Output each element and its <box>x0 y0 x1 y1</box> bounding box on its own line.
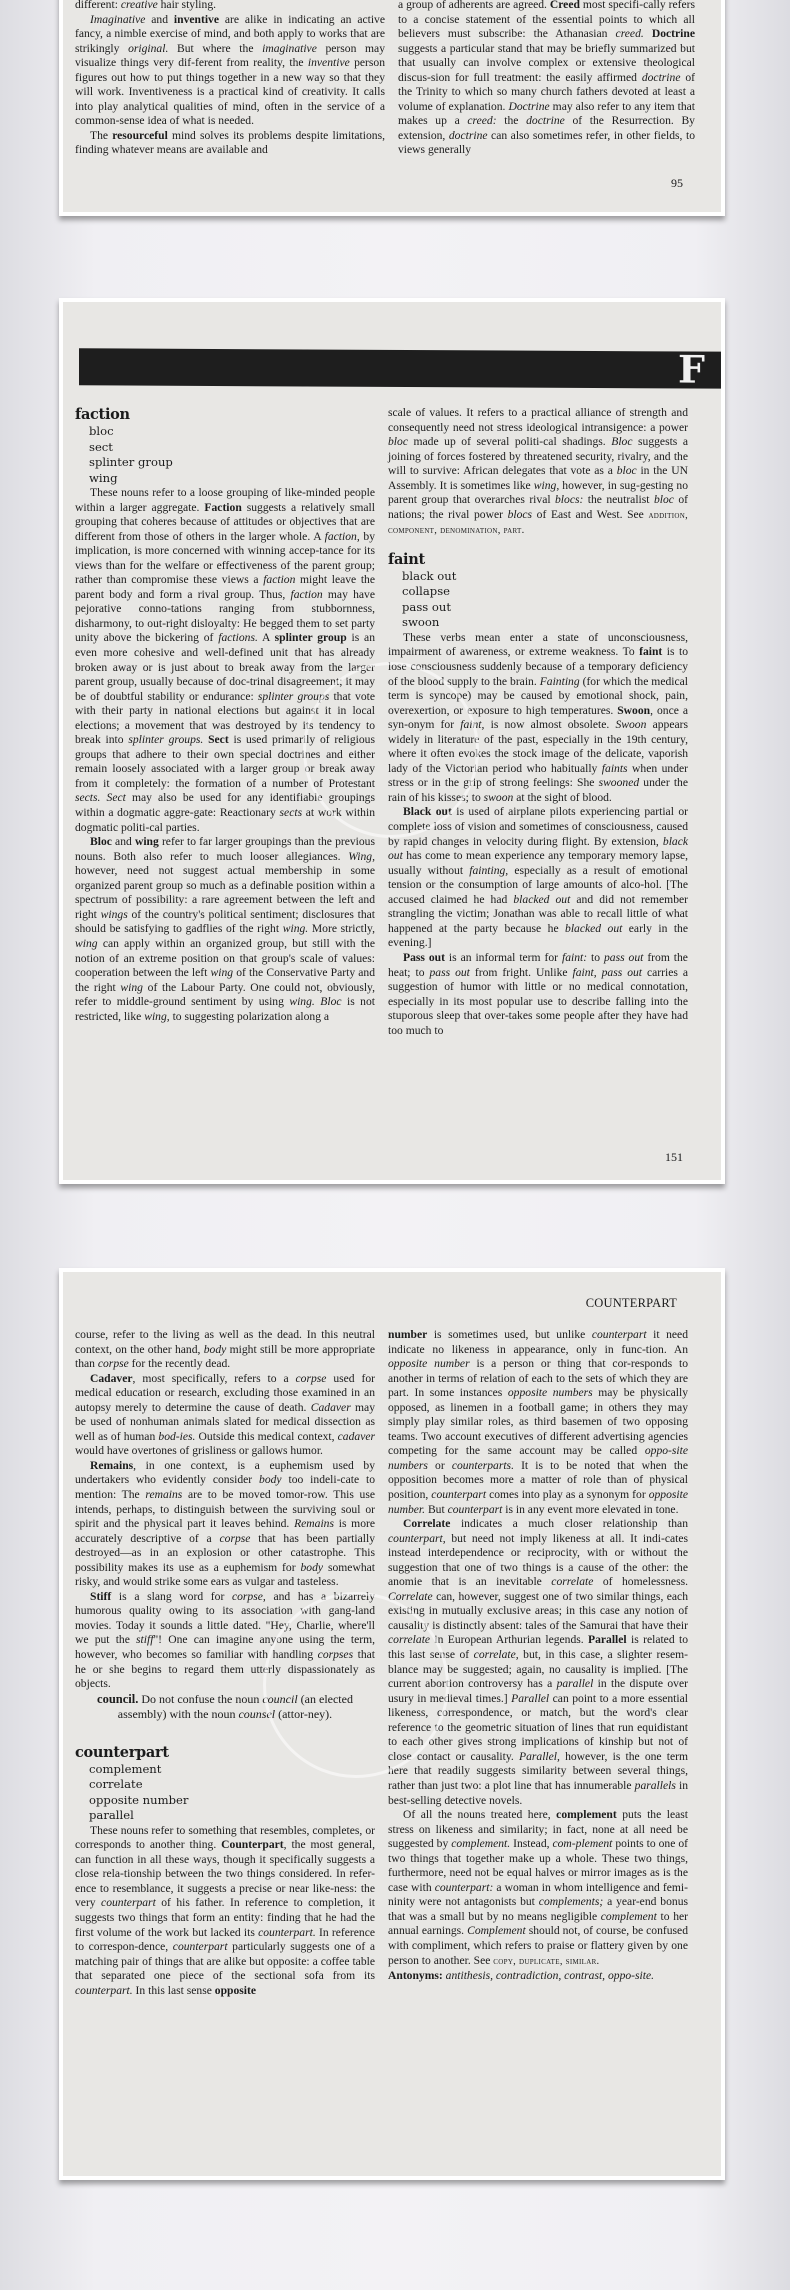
text-run: can point to a more essential likeness, correspondence, or match, but the word's clear reference to the geometric situation of lines that run equidistant to each other gives strong implications of kinship but not of close contact or causality. <box>388 1691 688 1763</box>
italic-term: parallel <box>556 1677 594 1691</box>
italic-term: wing. <box>282 922 309 936</box>
synonym: complement <box>89 1761 162 1776</box>
text-run: but, in this case, a slighter resem-blance may be suggested; again, no causality is implied. [The current abortion controversy has a <box>388 1648 688 1691</box>
paragraph <box>75 1590 375 1692</box>
bold-term: Stiff <box>90 1589 112 1603</box>
bold-term: Antonyms: <box>388 1969 443 1983</box>
italic-term: Bloc <box>320 995 342 1009</box>
dictionary-page-151 <box>59 298 725 1184</box>
text-run: is to lose consciousness suddenly because of a temporary deficiency of the blood supply to the brain. <box>388 645 688 688</box>
paragraph <box>388 631 688 806</box>
text-run: in the dispute over usury in medieval times.] <box>388 1677 688 1705</box>
italic-term: complement. <box>451 1837 511 1851</box>
text-run: has come to mean experience any temporary memory lapse, usually without <box>388 849 688 877</box>
text-run: to <box>587 950 604 964</box>
text-run: of East and West. See <box>532 507 649 521</box>
usage-note <box>75 1692 375 1722</box>
page-counterpart-left-column <box>75 1328 375 1998</box>
italic-term: body <box>259 1473 282 1487</box>
italic-term: cadaver <box>337 1429 375 1443</box>
text-run: somewhat risky, and would strike some ears as vulgar and tasteless. <box>75 1560 375 1589</box>
text-run: may be used of nonhuman animals slated for medical dissection as well as of human <box>75 1400 376 1443</box>
text-run: it need indicate no likeness in appearance, only in func-tion. An <box>388 1328 688 1356</box>
text-run: is an informal term for <box>444 950 562 964</box>
text-run: from the heat; to <box>388 950 688 979</box>
text-run: course, refer to the living as well as the dead. In this neutral context, on the other hand, <box>75 1328 375 1356</box>
text-run: (an elected assembly) with the noun <box>117 1691 353 1721</box>
bold-term: number <box>388 1328 428 1341</box>
italic-term: counterpart <box>101 1896 156 1910</box>
synonym: opposite number <box>89 1792 189 1807</box>
page-95-left-column <box>75 0 385 158</box>
text-run: (for which the medical term is syncope) may be caused by emotional shock, pain, overexertion, or exposure to high temperatures. <box>388 674 689 717</box>
text-run: puts the least stress on likeness and similarity; in fact, none at all need be suggested by <box>388 1808 688 1851</box>
entry-headword: counterpart <box>75 1743 169 1761</box>
text-run: is not restricted, like <box>75 995 375 1023</box>
text-run: that he or she begins to regard them utterly dispassionately as objects. <box>75 1648 375 1691</box>
text-run: at the sight of blood. <box>513 790 612 804</box>
text-run: Do not confuse the noun <box>138 1691 263 1706</box>
paragraph <box>75 1372 375 1459</box>
paragraph <box>388 1328 688 1517</box>
page-151-right-column <box>388 406 688 1038</box>
text-run: to suggesting polarization along a <box>169 1009 330 1023</box>
italic-term: wings <box>100 907 128 921</box>
text-run: and <box>111 835 135 849</box>
text-run: is used of airplane pilots experiencing partial or complete loss of vision and sometimes of consciousness, caused by rapid changes in velocity during flight. By extension, <box>388 805 688 848</box>
text-run: in the UN Assembly. It is sometimes like <box>388 464 688 492</box>
section-letter-band <box>79 346 725 392</box>
page-number: 95 <box>671 176 683 190</box>
paragraph <box>388 406 688 539</box>
bold-term: splinter group <box>274 631 347 645</box>
bold-term: Counterpart <box>221 1838 284 1852</box>
text-run: to her annual earnings. <box>388 1909 688 1938</box>
text-run: Of all the nouns treated here, <box>403 1808 557 1822</box>
synonym-list <box>75 424 375 486</box>
italic-term: counterpart <box>591 1328 647 1341</box>
page-counterpart-right-column <box>388 1328 688 1984</box>
text-run: used for medical education or research, excluding those examined in an autopsy merely to determine the cause of death. <box>75 1371 375 1414</box>
italic-term: corpse, <box>231 1589 266 1603</box>
bold-term: wing <box>134 835 159 849</box>
italic-term: pass out <box>601 965 643 979</box>
text-run: is a person or thing that cor-responds to another in terms of relation of each to the sets of which they are part. In some instances <box>388 1357 688 1400</box>
text-run: of the Labour Party. One could not, obviously, refer to middle-ground sentiment by using <box>75 980 375 1009</box>
text-run: early in the evening.] <box>388 921 689 950</box>
cross-reference: copy, duplicate, similar. <box>493 1955 600 1967</box>
text-run: It is to be noted that when the opposition becomes more a matter of role than of physical position, <box>388 1458 688 1502</box>
text-run: of the Conservative Party and the right <box>75 966 375 994</box>
italic-term: Bloc <box>611 435 633 449</box>
bold-term: Pass out <box>403 950 445 964</box>
synonym: sect <box>89 439 113 454</box>
bold-term: opposite <box>214 1983 256 1997</box>
italic-term: Correlate <box>388 1589 433 1603</box>
italic-term: Sect <box>106 791 126 805</box>
text-run: But <box>425 1502 448 1516</box>
text-run: is a slang word for <box>111 1589 232 1603</box>
italic-term: wing <box>210 966 234 980</box>
text-run: appears widely in literature of the past, especially in the 19th century, where it often evokes the stock image of the delicate, vaporish lady of the Victorian period who habitually <box>388 718 688 775</box>
text-run: is now almost obsolete. <box>484 718 616 732</box>
paragraph <box>388 951 688 1038</box>
italic-term: swoon <box>483 790 514 804</box>
text-run: in European Arthurian legends. <box>430 1633 589 1647</box>
text-run: however, is the one term here that readily suggests similarity between several things, rather than just two: a plot line that has innumerable <box>388 1749 688 1792</box>
text-run: is sometimes used, but unlike <box>427 1328 592 1341</box>
italic-term: splinter groups. <box>128 733 204 747</box>
bold-term: Swoon <box>617 703 651 717</box>
paragraph <box>388 805 688 950</box>
text-run: too indeli-cate to mention: The <box>75 1473 376 1502</box>
text-run: might leave the parent body and form a rival group. Thus, <box>75 573 375 601</box>
italic-term: faint, <box>460 718 485 732</box>
synonym: swoon <box>402 615 440 630</box>
italic-term: counterpart: <box>434 1880 494 1894</box>
dictionary-page-95 <box>59 0 725 216</box>
italic-term: counterpart. <box>75 1983 133 1997</box>
italic-term: wing, <box>533 478 560 492</box>
italic-term: body <box>300 1560 324 1574</box>
text-run: These verbs mean enter a state of unconsciousness, impairment of awareness, or extreme weakness. To <box>388 630 688 659</box>
italic-term: Parallel <box>511 1691 550 1705</box>
text-run: suggests a joining of forces fostered by threatened security, rivalry, and the will to survive: African delegates that vote as a <box>388 435 688 478</box>
text-run: made up of several politi-cal shadings. <box>407 435 612 449</box>
italic-term: stiff <box>136 1633 154 1647</box>
italic-term: blacked out <box>565 921 623 935</box>
section-letter: F <box>678 346 705 392</box>
italic-term: Remains <box>294 1517 334 1531</box>
paragraph: different: creative hair styling. <box>75 0 217 11</box>
text-run: may also be used for any identifiable groupings within a dogmatic aggre-gate: Reactionary <box>75 791 375 820</box>
italic-term: faction, <box>324 529 360 543</box>
italic-term: corpses <box>317 1648 354 1662</box>
entry-headword: faction <box>75 406 130 423</box>
text-run: can, however, suggest one of two similar things, each existing in mutually exclusive areas; in this case any notion of causality is distinctly absent: tales of the Samurai that have their <box>388 1589 688 1632</box>
text-run: would have overtones of grisliness or gallows humor. <box>75 1444 323 1458</box>
italic-term: counterpart <box>447 1502 503 1516</box>
text-run: and has a bizarrely humorous quality owing to its association with gang-land movies. Today it sounds a little dated. "Hey, Charlie, where'll we put the <box>75 1589 375 1647</box>
italic-term: wing. <box>289 995 315 1009</box>
italic-term: complements; <box>538 1895 604 1909</box>
italic-term: complement <box>600 1909 657 1923</box>
text-run: particularly suggests one of a matching pair of things that are alike but opposite: a coffee table that separated one piece of the sectional sofa from its <box>75 1940 375 1983</box>
italic-term: corpse <box>219 1531 251 1545</box>
synonym: splinter group <box>89 455 173 469</box>
text-run: In this last sense <box>132 1983 215 1997</box>
text-run: that vote with their party in national elections but against it in local elections; a movement that was destroyed by its tendency to break into <box>75 689 375 747</box>
text-run: , the most general, can function in all these ways, though it specifically suggests a close rela-tionship between the two things considered. In refer-ence to resemblance, it suggests a precise or near like-ness: the very <box>75 1838 375 1910</box>
italic-term: Swoon <box>615 718 647 732</box>
text-run: or <box>427 1458 452 1472</box>
bold-term: faint <box>639 645 663 659</box>
italic-term: wing <box>75 936 98 950</box>
paragraph <box>75 1459 375 1590</box>
italic-term: com-plement <box>552 1837 613 1851</box>
synonym: pass out <box>402 599 452 614</box>
dictionary-page-counterpart <box>59 1268 725 2180</box>
italic-term: bod-ies. <box>158 1429 196 1443</box>
page-95-right-column <box>398 0 695 158</box>
text-run: points to one of two things that together make up a whole. These two things, furthermore, need not be equal halves or mirror images as is the case with <box>388 1837 688 1894</box>
italic-term: wing, <box>144 1009 170 1023</box>
italic-term: pass out <box>604 950 644 964</box>
paragraph <box>75 1328 375 1372</box>
text-run: Outside this medical context, <box>195 1429 338 1443</box>
text-run: carries a suggestion of humor with little or no medical connotation, especially in its most popular use to describe falling into the stuporous sleep that over-takes some people after they have had too much to <box>388 965 688 1037</box>
italic-term: counterpart, <box>388 1531 446 1545</box>
italic-term: bloc <box>616 464 637 478</box>
page-151-left-column <box>75 406 375 1024</box>
italic-term: corpse <box>97 1357 129 1371</box>
text-run: under the rain of his kisses; to <box>388 776 688 804</box>
synonym: black out <box>402 568 457 583</box>
text-run: is used primarily of religious groups that adhere to their own special doctrines and either remain loosely associated with a larger group or break away from it completely: the formation of a number of Protestant <box>75 733 375 790</box>
text-run: but need not imply likeness at all. It indi-cates instead interdependence or reciprocity, with or without the suggestion that one of two things is a cause of the other: the anomie that is an inevitable <box>388 1531 688 1589</box>
text-run: may be physically opposed, as linemen in a football game; in others they may simply play similar roles, as third basemen of two opposing teams. Two account executives of different advertising agencies competing for the same account may be called <box>388 1386 688 1458</box>
italic-term: corpse <box>295 1371 327 1385</box>
italic-term: correlate <box>551 1575 594 1589</box>
italic-term: correlate, <box>473 1648 519 1662</box>
text-run: These nouns refer to a loose grouping of like-minded people within a larger aggregate. <box>75 486 375 514</box>
text-run: indicates a much closer relationship than <box>450 1517 688 1531</box>
paragraph: a group of adherents are agreed. Creed most specifi-cally refers to a concise statement of the essential points to which all believers must subscribe: the Athanasian creed. Doctrine suggests a particular stand that may be briefly summarized but that usually can involve complex or extensive theological discus-sion for full treatment: the easily affirmed doctrine of the Trinity to which so many church fathers devoted at least a volume of explanation. Doctrine may also refer to any item that makes up a creed: the doctrine of the Resurrection. By extension, doctrine can also sometimes refer, in other fields, to views generally <box>398 0 696 157</box>
synonym: collapse <box>402 584 451 599</box>
cross-reference: addition, component, denomination, part. <box>388 509 688 537</box>
italic-term: faction <box>290 587 323 601</box>
italic-term: faint: <box>561 950 588 964</box>
text-run: In reference to correspon-dence, <box>75 1925 375 1954</box>
italic-term: black out <box>388 834 688 863</box>
italic-term: fainting, <box>469 863 509 877</box>
bold-term: Correlate <box>403 1517 451 1531</box>
italic-term: factions. <box>218 631 258 645</box>
italic-term: faints <box>601 761 628 775</box>
italic-term: swooned <box>598 776 640 790</box>
italic-term: sects. <box>75 791 101 805</box>
bold-term: Faction <box>204 500 242 514</box>
italic-term: Complement <box>467 1924 526 1938</box>
bold-term: Black out <box>403 805 452 819</box>
text-run: comes into play as a synonym for <box>486 1488 649 1502</box>
text-run: refer to far larger groupings than the previous nouns. Both also refer to much looser allegiances. <box>75 835 375 863</box>
paragraph <box>388 1517 688 1808</box>
italic-term: counsel <box>238 1706 276 1721</box>
bold-term: complement <box>556 1808 617 1822</box>
text-run: are to be moved tomor-row. This use intends, perhaps, to distinguish between the surviving soul or spirit and the physical part it leaves behind. <box>75 1488 375 1531</box>
synonym: wing <box>89 470 118 485</box>
italic-term: blacked out <box>513 892 571 906</box>
synonym: bloc <box>89 424 114 438</box>
text-run: , most specifically, refers to a <box>132 1371 296 1385</box>
paragraph <box>75 835 375 1024</box>
italic-term: blocs: <box>555 493 584 507</box>
italic-term: bloc <box>388 435 408 449</box>
text-run: of the country's political sentiment; disclosures that should be satisfying to gadflies of the right <box>75 907 376 936</box>
synonym: correlate <box>89 1777 143 1792</box>
text-run: that has been partially destroyed—as in an explosion or other catastrophe. This possibility makes its use as a euphemism for <box>75 1531 376 1574</box>
text-run: and did not remember strangling the victim; Jonathan was able to recall little of what happened at the party because he <box>388 892 688 935</box>
text-run: , once a syn-onym for <box>388 703 688 732</box>
text-run: might still be more appropriate than <box>75 1342 376 1371</box>
italic-term: parallels <box>634 1778 676 1792</box>
paragraph: The resourceful mind solves its problems despite limitations, finding whatever means are available and <box>75 128 385 157</box>
text-run: of his father. In reference to completion, it suggests two things that form an entity: finding that he had the first volume of the work but lacked its <box>75 1896 376 1939</box>
italic-term: blocs <box>507 507 533 521</box>
italic-term: body <box>203 1342 227 1356</box>
text-run: suggests a relatively small grouping that coheres because of attitudes or objectives that are different from those of others in the larger whole. A <box>75 500 375 543</box>
italic-term: Parallel, <box>519 1749 560 1763</box>
text-run: is related to this last sense of <box>388 1633 688 1662</box>
italic-term: oppo-site numbers <box>388 1444 688 1472</box>
bold-term: Cadaver <box>90 1371 133 1385</box>
text-run: Instead, <box>510 1837 553 1851</box>
italic-term: faint, <box>572 965 597 979</box>
italic-term: splinter groups <box>257 689 330 703</box>
text-run: a year-end bonus that was a small but by no means negligible <box>388 1895 688 1923</box>
text-run: is an even more cohesive and well-defined unit that has already broken away or is just about to break away from the larger parent group, usually because of doc-trinal disagreement; it may be of doubtful stability or endurance: <box>75 631 375 703</box>
italic-term: opposite number. <box>388 1488 688 1516</box>
italic-term: remains <box>145 1488 183 1502</box>
paragraph: Imaginative and inventive are alike in indicating an active fancy, a nimble exercise of mind, and both apply to works that are strikingly original. But where the imaginative person may visualize things very dif-ferent from reality, the inventive person figures out how to put things together in a new way so that they will work. Inventiveness is a practical kind of creativity. It calls into play analytical qualities of mind, often in the service of a common-sense idea of what is needed. <box>75 12 386 128</box>
text-run: a woman in whom intelligence and femi-ninity were not antagonists but <box>388 1880 688 1909</box>
text-run: by implication, is more concerned with winning accep-tance for its views than for the welfare or effectiveness of the parent group; rather than compromise these views a <box>75 529 376 587</box>
bold-term: Bloc <box>90 835 112 849</box>
text-run: is in any event more elevated in tone. <box>502 1502 679 1516</box>
italic-term: Fainting <box>539 674 580 688</box>
antonyms <box>388 1969 688 1984</box>
bold-term: Remains <box>90 1458 134 1472</box>
text-run: scale of values. It refers to a practical alliance of strength and consequently need not stress ideological intransigence: a power <box>388 406 688 434</box>
text-run: of homelessness. <box>593 1575 689 1589</box>
page-number: 151 <box>665 1150 683 1164</box>
paragraph <box>75 1824 375 1999</box>
entry-headword: faint <box>388 550 425 568</box>
text-run: from fright. Unlike <box>469 965 573 979</box>
synonym-list <box>75 1762 375 1824</box>
italic-term: opposite numbers <box>507 1386 593 1400</box>
text-run: of nations; the rival power <box>388 493 688 521</box>
text-run: however, in sug-gesting no parent group that overarches rival <box>388 478 688 507</box>
text-run: however, need not suggest actual membership in some organized parent group so much as a definable position within a spectrum of possibility: a rare agreement between the left and right <box>75 864 375 921</box>
text-run: More strictly, <box>308 922 375 936</box>
text-run: may have pejorative conno-tations ranging from stubbornness, disharmony, to out-right disloyalty: He begged them to set party unity above the bickering of <box>75 587 375 645</box>
text-run: should not, of course, be confused with compliment, which refers to praise or flattery given by one person to another. See <box>388 1924 688 1967</box>
italic-term: council <box>262 1691 298 1706</box>
text-run: A <box>257 631 275 645</box>
italic-term: correlate <box>388 1633 431 1647</box>
italic-term: bloc <box>653 493 674 507</box>
italic-term: pass out <box>429 965 470 979</box>
italic-term: sects <box>279 806 303 820</box>
text-run: at work within dogmatic politi-cal parties. <box>75 806 375 834</box>
italic-term: Wing, <box>348 849 375 863</box>
text-run: especially as a result of emotional tension or the consumption of large amounts of alco-hol. [The accused claimed he had <box>388 863 689 906</box>
italic-term: Cadaver <box>310 1400 351 1414</box>
bold-term: council. <box>97 1691 139 1706</box>
synonym: parallel <box>89 1808 134 1823</box>
italic-term: counterpart <box>172 1940 228 1954</box>
text-run: These nouns refer to something that resembles, completes, or corresponds to another thing. <box>75 1823 375 1852</box>
italic-term: counterpart <box>431 1488 487 1502</box>
bold-term: Sect <box>208 733 229 747</box>
italic-term: faction <box>263 573 296 587</box>
text-run: , in one context, is a euphemism used by undertakers who evidently consider <box>75 1458 375 1487</box>
text-run: the neutralist <box>583 493 654 507</box>
text-run: can apply within an organized group, but still with the notion of an extreme position on that group's scale of values: cooperation between the left <box>75 936 375 980</box>
italic-term: opposite number <box>388 1357 470 1371</box>
text-run: (attor-ney). <box>275 1706 333 1721</box>
text-run: for the recently dead. <box>128 1357 231 1371</box>
italic-term: counterparts. <box>451 1458 514 1472</box>
italic-term: antithesis, contradiction, contrast, oppo-site. <box>445 1969 655 1983</box>
italic-term: wing <box>120 980 143 994</box>
bold-term: Parallel <box>588 1633 627 1647</box>
paragraph <box>388 1808 688 1969</box>
running-head: COUNTERPART <box>585 1296 677 1310</box>
italic-term: counterpart. <box>258 1925 316 1939</box>
text-run: when under stress or in the grip of strong feelings: She <box>388 761 688 790</box>
text-run: in best-selling detective novels. <box>388 1778 688 1807</box>
text-run: "! One can imagine anyone using the term, however, who becomes so familiar with handling <box>75 1633 375 1662</box>
text-run: is more accurately descriptive of a <box>75 1517 376 1545</box>
synonym-list <box>388 569 688 631</box>
paragraph <box>75 486 375 835</box>
